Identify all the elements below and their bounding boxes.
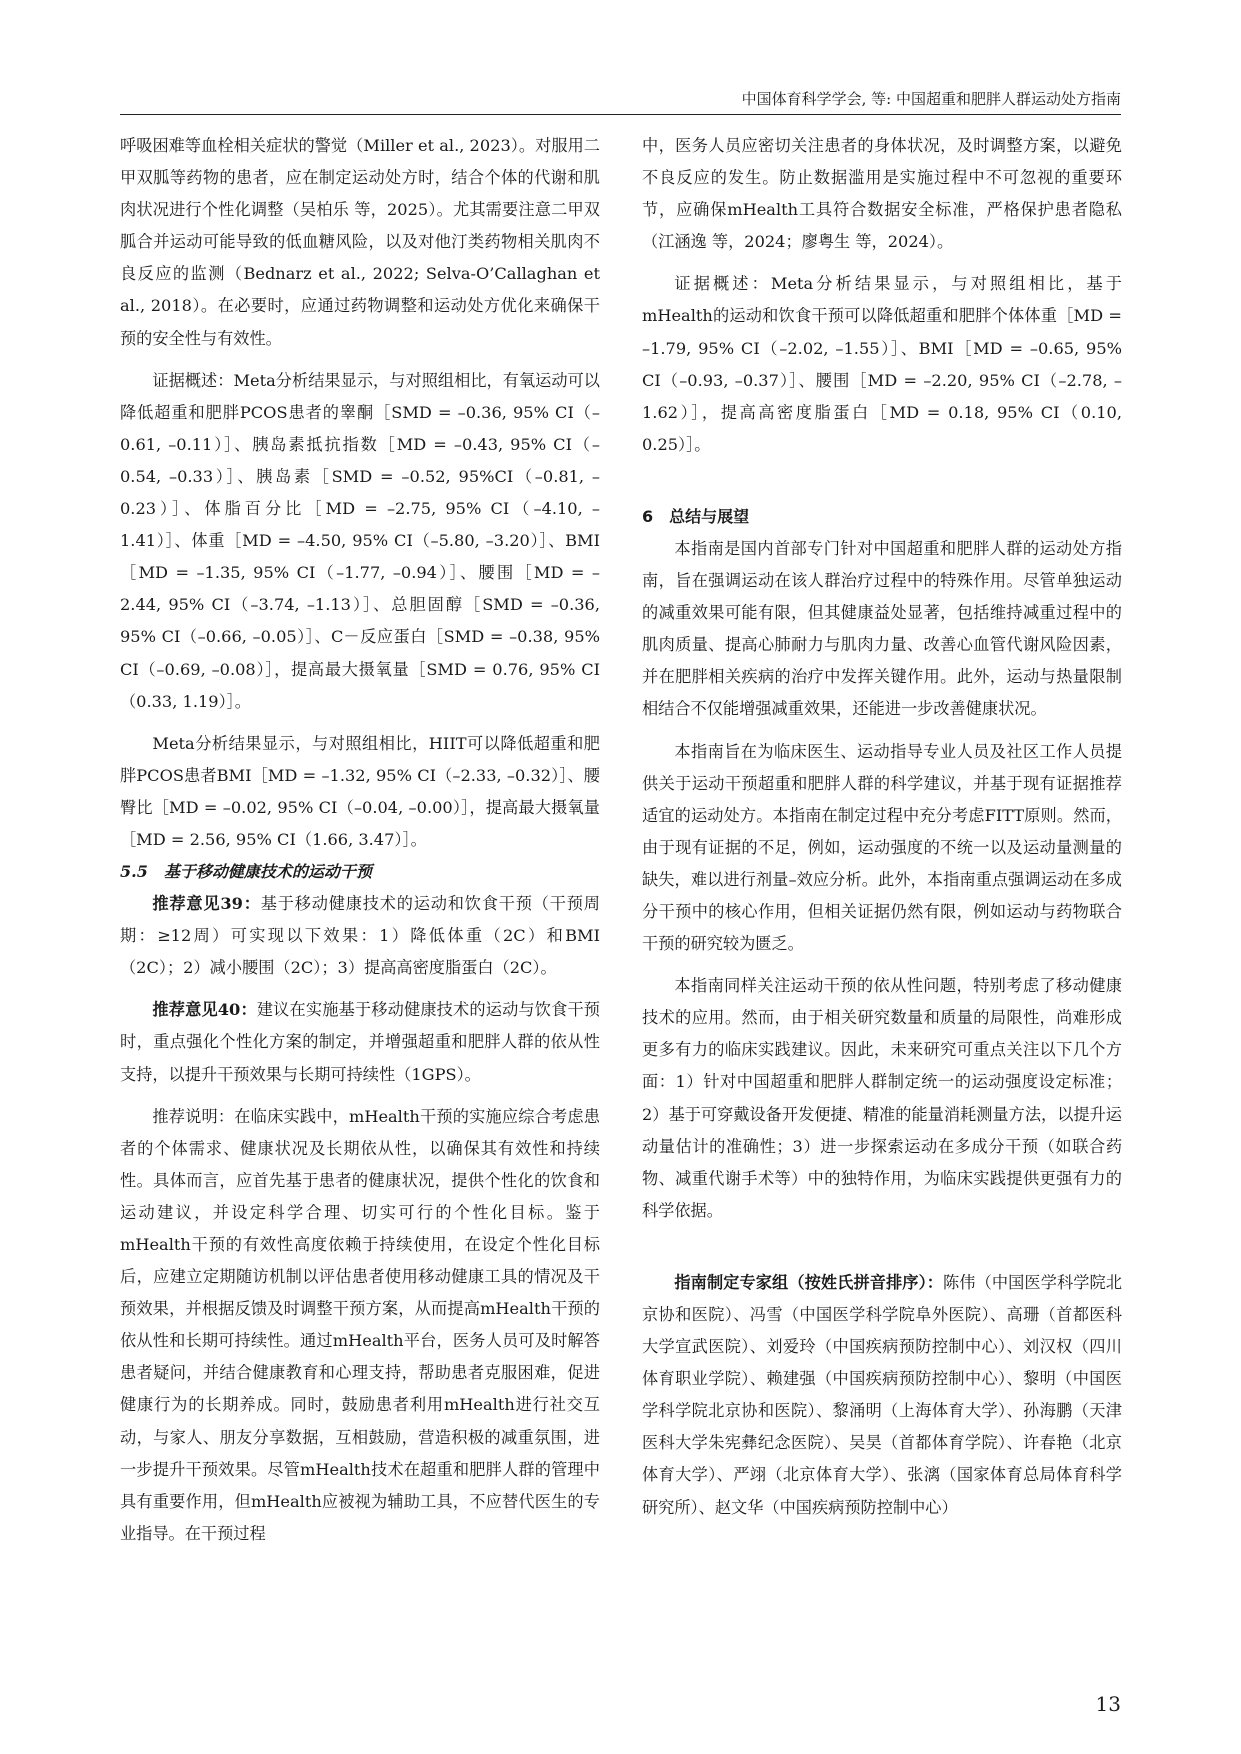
section-heading-5-5: 5.5 基于移动健康技术的运动干预 [120,862,372,882]
paragraph-left-3: Meta分析结果显示，与对照组相比，HIIT可以降低超重和肥胖PCOS患者BMI［MD = –1.32, 95% CI（–2.33, –0.32）］、腰臀比［MD = –0.02, 95% CI（–0.04, –0.00）］，提高最大摄氧量［MD = 2.56, 95% CI（1.66, 3.47）］。 [120,733,600,849]
paragraph-right-4: 本指南旨在为临床医生、运动指导专业人员及社区工作人员提供关于运动干预超重和肥胖人群的科学建议，并基于现有证据推荐适宜的运动处方。本指南在制定过程中充分考虑FITT原则。然而，由于现有证据的不足，例如，运动强度的不统一以及运动量测量的缺失，难以进行剂量–效应分析。此外，本指南重点强调运动在多成分干预中的核心作用，但相关证据仍然有限，例如运动与药物联合干预的研究较为匮乏。 [642,741,1122,954]
section-heading-6: 6 总结与展望 [642,506,750,526]
spacer [642,461,1122,501]
recommendation-39-label: 推荐意见39： [152,894,261,914]
right-column [642,130,1122,1524]
paragraph-right-1: 中，医务人员应密切关注患者的身体状况，及时调整方案，以避免不良反应的发生。防止数据滥用是实施过程中不可忽视的重要环节，应确保mHealth工具符合数据安全标准，严格保护患者隐私（江涵逸 等，2024；廖粤生 等，2024）。 [642,136,1122,252]
paragraph-right-5: 本指南同样关注运动干预的依从性问题，特别考虑了移动健康技术的应用。然而，由于相关研究数量和质量的局限性，尚难形成更多有力的临床实践建议。因此，未来研究可重点关注以下几个方面：1）针对中国超重和肥胖人群制定统一的运动强度设定标准；2）基于可穿戴设备开发便捷、精准的能量消耗测量方法，以提升运动量估计的准确性；3）进一步探索运动在多成分干预（如联合药物、减重代谢手术等）中的独特作用，为临床实践提供更强有力的科学依据。 [642,976,1122,1220]
recommendation-39 [120,888,600,984]
recommendation-40-text: 建议在实施基于移动健康技术的运动与饮食干预时，重点强化个性化方案的制定，并增强超重和肥胖人群的依从性支持，以提升干预效果与长期可持续性（1GPS）。 [120,1000,600,1084]
paragraph-left-1: 呼吸困难等血栓相关症状的警觉（Miller et al., 2023）。对服用二甲双胍等药物的患者，应在制定运动处方时，结合个体的代谢和肌肉状况进行个性化调整（吴柏乐 等，2025）。尤其需要注意二甲双胍合并运动可能导致的低血糖风险，以及对他汀类药物相关肌肉不良反应的监测（Bednarz et al., 2022; Selva-O’Callaghan et al., 2018）。在必要时，应通过药物调整和运动处方优化来确保干预的安全性与有效性。 [120,136,600,348]
expert-group-list: 陈伟（中国医学科学院北京协和医院）、冯雪（中国医学科学院阜外医院）、高珊（首都医科大学宣武医院）、刘爱玲（中国疾病预防控制中心）、刘汉权（四川体育职业学院）、赖建强（中国疾病预防控制中心）、黎明（中国医学科学院北京协和医院）、黎涌明（上海体育大学）、孙海鹏（天津医科大学朱宪彝纪念医院）、吴昊（首都体育学院）、许春艳（北京体育大学）、严翊（北京体育大学）、张漓（国家体育总局体育科学研究所）、赵文华（中国疾病预防控制中心） [642,1272,1123,1517]
recommendation-40 [120,994,600,1090]
spacer [642,1227,1122,1267]
recommendation-39-text: 基于移动健康技术的运动和饮食干预（干预周期：≥12周）可实现以下效果：1）降低体重（2C）和BMI（2C）；2）减小腰围（2C）；3）提高高密度脂蛋白（2C）。 [120,894,600,978]
page-number: 13 [1095,1692,1121,1716]
running-title: 中国体育科学学会, 等: 中国超重和肥胖人群运动处方指南 [741,90,1121,108]
left-column [120,130,600,1550]
paragraph-right-2: 证据概述：Meta分析结果显示，与对照组相比，基于mHealth的运动和饮食干预可以降低超重和肥胖个体体重［MD = –1.79, 95% CI（–2.02, –1.55）］、BMI［MD = –0.65, 95% CI（–0.93, –0.37）］、腰围［MD = –2.20, 95% CI（–2.78, –1.62）］，提高高密度脂蛋白［MD = 0.18, 95% CI（0.10, 0.25）］。 [642,274,1122,454]
expert-group-label: 指南制定专家组（按姓氏拼音排序）： [674,1272,944,1292]
paragraph-explanation: 推荐说明：在临床实践中，mHealth干预的实施应综合考虑患者的个体需求、健康状况及长期依从性，以确保其有效性和持续性。具体而言，应首先基于患者的健康状况，提供个性化的饮食和运动建议，并设定科学合理、切实可行的个性化目标。鉴于mHealth干预的有效性高度依赖于持续使用，在设定个性化目标后，应建立定期随访机制以评估患者使用移动健康工具的情况及干预效果，并根据反馈及时调整干预方案，从而提高mHealth干预的依从性和长期可持续性。通过mHealth平台，医务人员可及时解答患者疑问，并结合健康教育和心理支持，帮助患者克服困难，促进健康行为的长期养成。同时，鼓励患者利用mHealth进行社交互动，与家人、朋友分享数据，互相鼓励，营造积极的减重氛围，进一步提升干预效果。尽管mHealth技术在超重和肥胖人群的管理中具有重要作用，但mHealth应被视为辅助工具，不应替代医生的专业指导。在干预过程 [120,1106,600,1543]
paragraph-right-3: 本指南是国内首部专门针对中国超重和肥胖人群的运动处方指南，旨在强调运动在该人群治疗过程中的特殊作用。尽管单独运动的减重效果可能有限，但其健康益处显著，包括维持减重过程中的肌肉质量、提高心肺耐力与肌肉力量、改善心血管代谢风险因素，并在肥胖相关疾病的治疗中发挥关键作用。此外，运动与热量限制相结合不仅能增强减重效果，还能进一步改善健康状况。 [642,538,1122,719]
expert-group [642,1267,1122,1524]
recommendation-40-label: 推荐意见40： [152,1000,257,1020]
paragraph-left-2: 证据概述：Meta分析结果显示，与对照组相比，有氧运动可以降低超重和肥胖PCOS患者的睾酮［SMD = –0.36, 95% CI（–0.61, –0.11）］、胰岛素抵抗指数［MD = –0.43, 95% CI（–0.54, –0.33）］、胰岛素［SMD = –0.52, 95%CI（–0.81, –0.23）］、体脂百分比［MD = –2.75, 95% CI（–4.10, –1.41）］、体重［MD = –4.50, 95% CI（–5.80, –3.20）］、BMI［MD = –1.35, 95% CI（–1.77, –0.94）］、腰围［MD = –2.44, 95% CI（–3.74, –1.13）］、总胆固醇［SMD = –0.36, 95% CI（–0.66, –0.05）］、C－反应蛋白［SMD = –0.38, 95% CI（–0.69, –0.08）］，提高最大摄氧量［SMD = 0.76, 95% CI（0.33, 1.19）］。 [120,370,600,711]
running-header [120,84,1121,115]
